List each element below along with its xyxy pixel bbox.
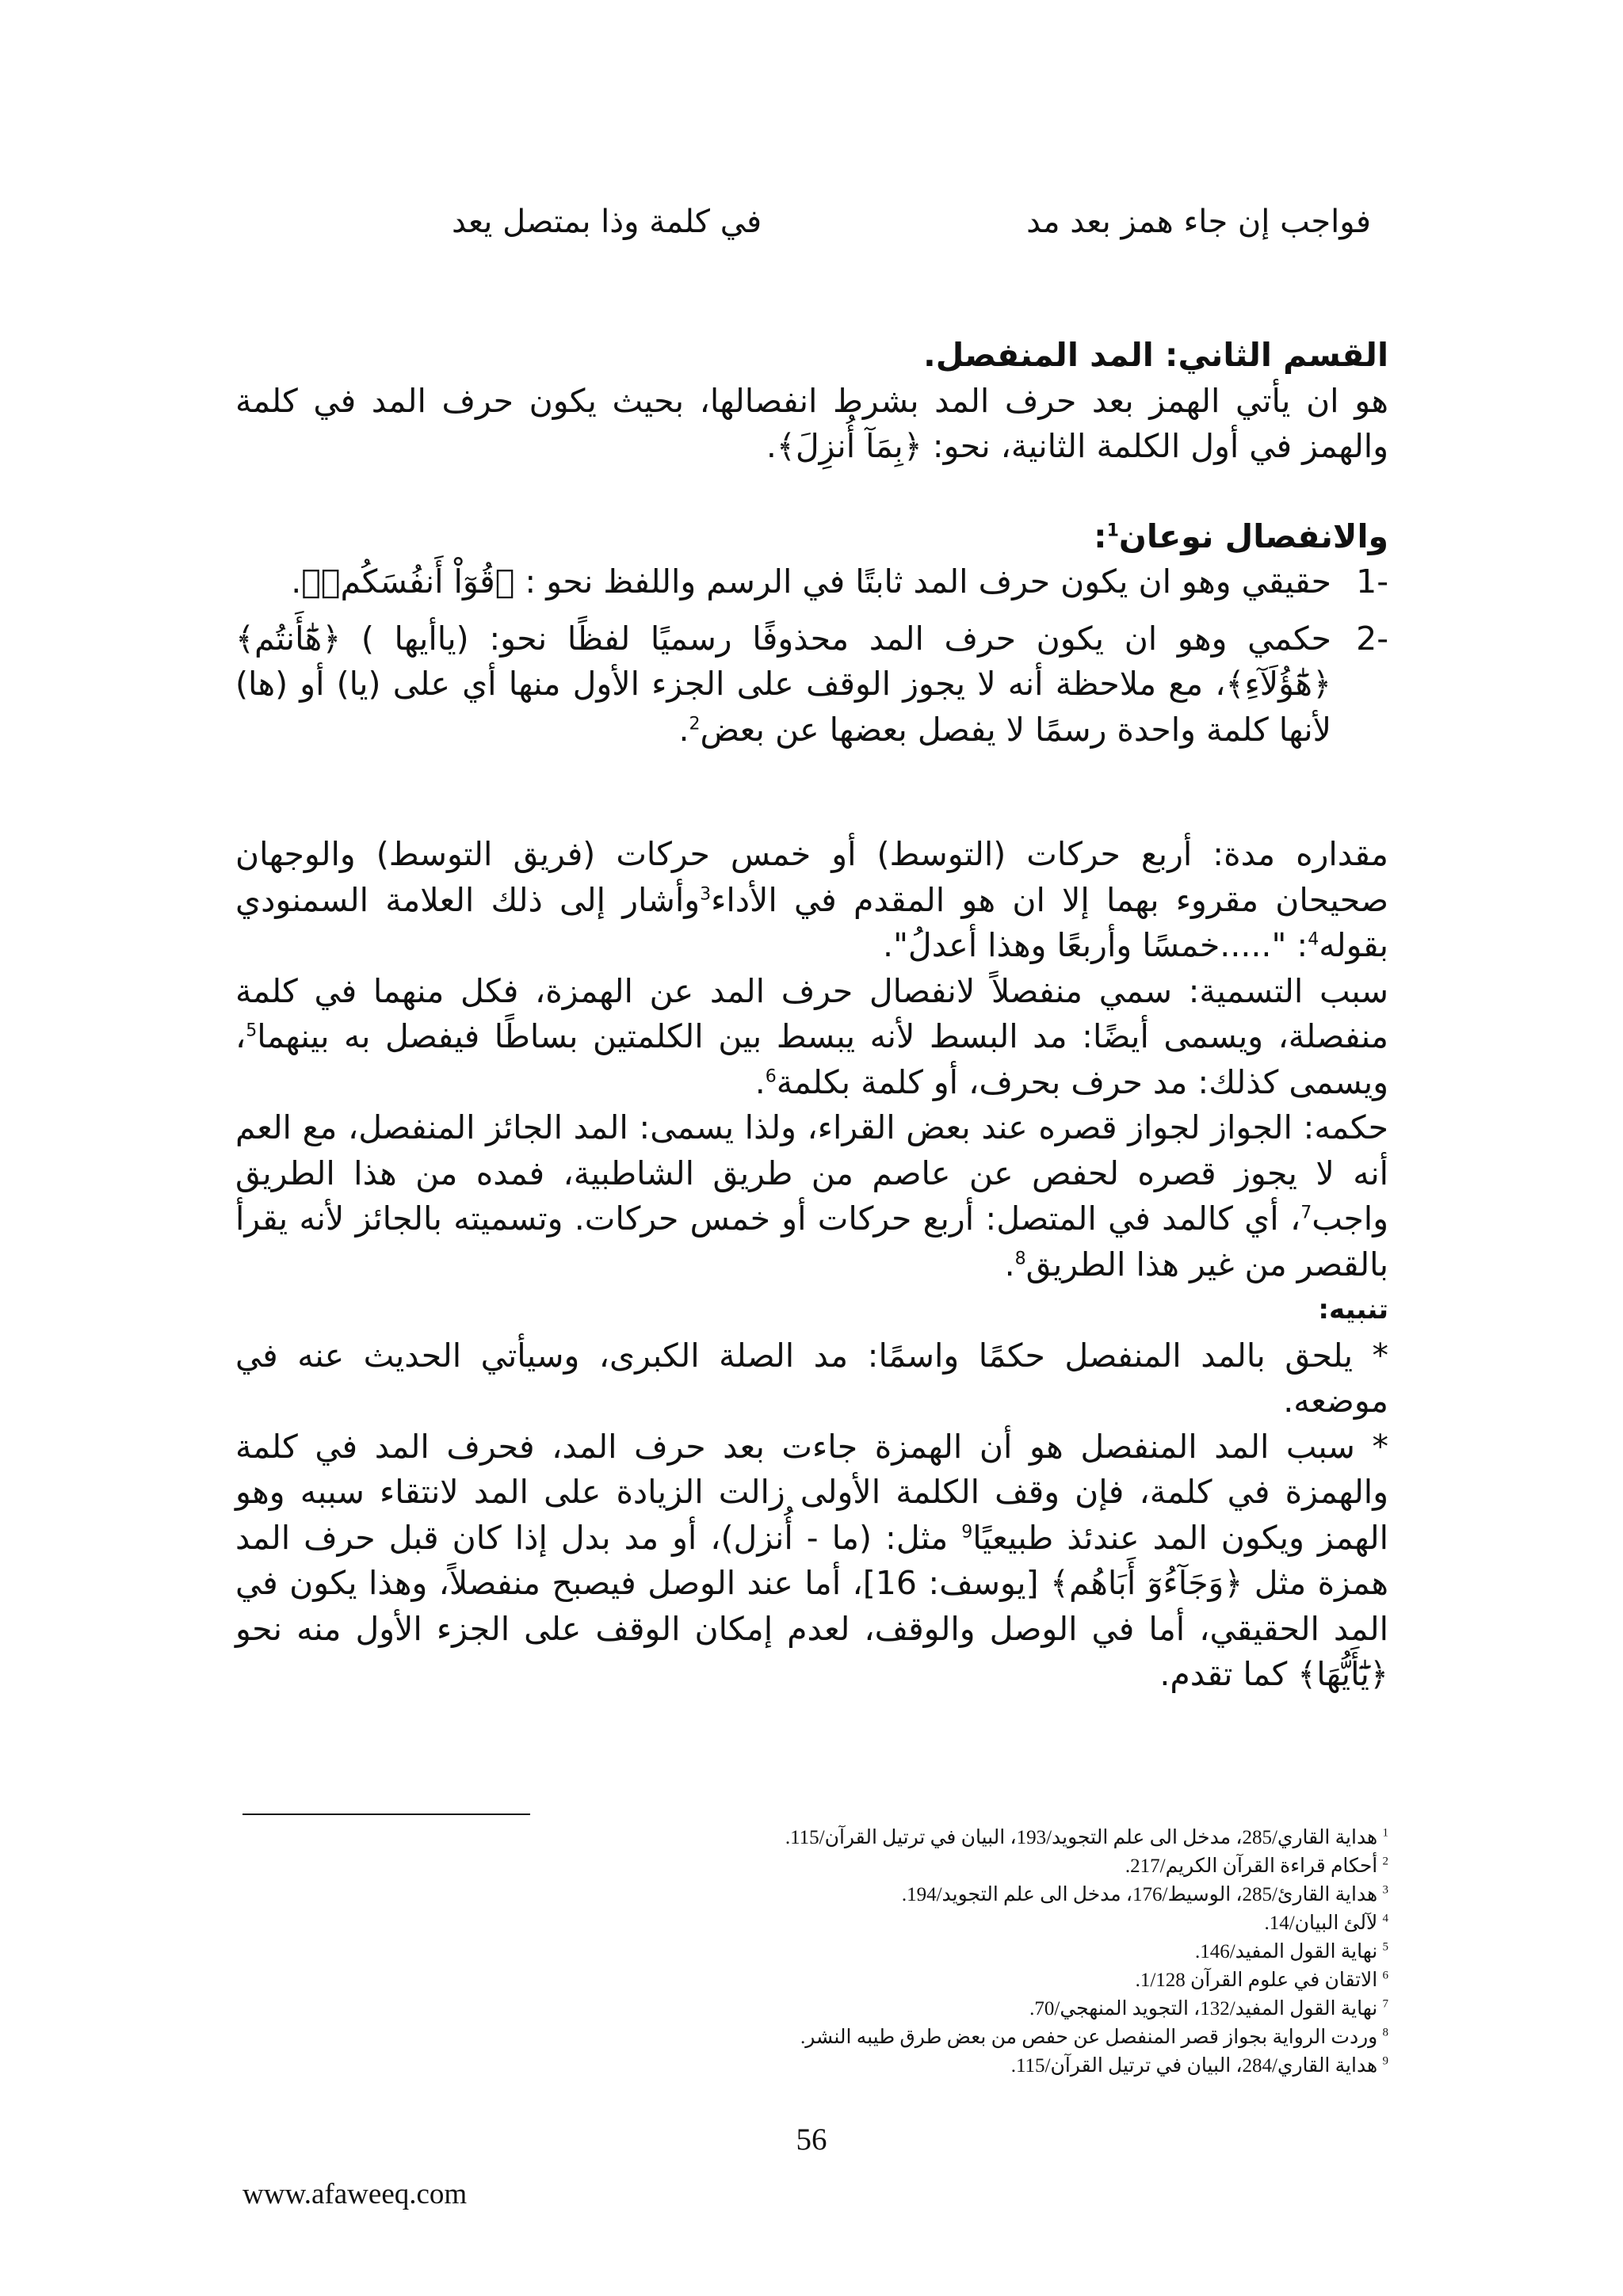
page-number: 56 [796, 2122, 827, 2157]
main-text [235, 333, 1388, 1698]
footnote-ref[interactable]: 6 [765, 1066, 777, 1086]
section-heading: القسم الثاني: المد المنفصل. [923, 336, 1388, 374]
naming-paragraph: سبب التسمية: سمي منفصلاً لانفصال حرف المد عن الهمزة، فكل منهما في كلمة منفصلة، ويسمى أيضًا: مد البسط لأنه يبسط بين الكلمتين بساطًا فيفصل به بينهما$^5$، ويسمى كذلك: مد حرف بحرف، أو كلمة بكلمة$^6$. [235, 971, 1388, 1101]
footnote-ref[interactable]: 1 [1106, 520, 1119, 540]
list-text: حقيقي وهو ان يكون حرف المد ثابتًا في الرسم واللفظ نحو : ﴿قُوٓاْ أَنفُسَكُمۡ﴾. [291, 563, 1331, 601]
types-heading: والانفصال نوعان$^1$: [1094, 517, 1388, 555]
ruling-paragraph: حكمه: الجواز لجواز قصره عند بعض القراء، ولذا يسمى: المد الجائز المنفصل، مع العم أنه لا يجوز قصره لحفص عن عاصم من طريق الشاطبية، فمده من هذا الطريق واجب$^7$، أي كالمد في المتصل: أربع حركات أو خمس حركات. وتسميته بالجائز لأنه يقرأ بالقصر من غير هذا الطريق$^8$. [235, 1108, 1388, 1283]
list-number: -1 [1356, 563, 1388, 601]
footnote-item: $^8$ وردت الرواية بجواز قصر المنفصل عن حفص من بعض طرق طيبه النشر. [800, 2026, 1388, 2048]
footnote-separator [242, 1814, 530, 1815]
footnote-item: $^4$ لآلئ البيان/14. [1264, 1912, 1388, 1934]
poem-verse [452, 200, 1371, 244]
footnote-item: $^3$ هداية القارئ/285، الوسيط/176، مدخل الى علم التجويد/194. [901, 1883, 1388, 1905]
notice-item-1: * يلحق بالمد المنفصل حكمًا واسمًا: مد الصلة الكبرى، وسيأتي الحديث عنه في موضعه. [235, 1336, 1388, 1420]
section-definition: هو ان يأتي الهمز بعد حرف المد بشرط انفصالها، بحيث يكون حرف المد في كلمة والهمز في أول الكلمة الثانية، نحو: ﴿بِمَآ أُنزِلَ﴾. [235, 381, 1388, 465]
website-url[interactable]: www.afaweeq.com [242, 2178, 468, 2210]
verse-second-hemistich: في كلمة وذا بمتصل يعد [452, 204, 762, 240]
list-item [235, 559, 1388, 605]
footnote-item: $^7$ نهاية القول المفيد/132، التجويد المنهجي/70. [1029, 1997, 1388, 2019]
list-item [235, 616, 1388, 753]
footnote-ref[interactable]: 2 [689, 713, 701, 734]
footnote-item: $^6$ الاتقان في علوم القرآن 1/128. [1135, 1969, 1388, 1991]
footnote-ref[interactable]: 8 [1014, 1248, 1026, 1268]
footnote-ref[interactable]: 5 [246, 1020, 258, 1041]
duration-paragraph: مقداره مدة: أربع حركات (التوسط) أو خمس حركات (فريق التوسط) والوجهان صحيحان مقروء بهما إلا ان هو المقدم في الأداء$^3$وأشار إلى ذلك العلامة السمنودي بقوله$^4$: ".....خمسًا وأربعًا وهذا أعدلُ". [235, 835, 1389, 964]
footnote-ref[interactable]: 3 [700, 883, 712, 904]
footnotes-list [279, 1824, 1388, 2081]
footnote-ref[interactable]: 9 [961, 1521, 973, 1542]
footnote-item: $^2$ أحكام قراءة القرآن الكريم/217. [1125, 1855, 1388, 1877]
footnote-item: $^5$ نهاية القول المفيد/146. [1194, 1940, 1388, 1962]
notice-label: تنبيه: [1318, 1294, 1388, 1325]
list-text: حكمي وهو ان يكون حرف المد محذوفًا رسميًا لفظًا نحو: (ياأيها ) ﴿هَٰٓأَنتُم﴾ ﴿هَٰٓؤُلَآءِ﴾، مع ملاحظة أنه لا يجوز الوقف على الجزء الأول منها أي على (يا) أو (ها) لأنها كلمة واحدة رسمًا لا يفصل بعضها عن بعض$^2$. [235, 619, 1331, 749]
footnote-ref[interactable]: 7 [1300, 1203, 1312, 1223]
list-number: -2 [1356, 619, 1388, 658]
footnote-item: $^9$ هداية القاري/284، البيان في ترتيل القرآن/115. [1010, 2054, 1388, 2077]
footnote-item: $^1$ هداية القاري/285، مدخل الى علم التجويد/193، البيان في ترتيل القرآن/115. [785, 1826, 1388, 1848]
verse-first-hemistich: فواجب إن جاء همز بعد مد [1026, 204, 1371, 240]
footnote-ref[interactable]: 4 [1308, 929, 1319, 950]
notice-item-2: * سبب المد المنفصل هو أن الهمزة جاءت بعد حرف المد، فحرف المد في كلمة والهمزة في كلمة، فإن وقف الكلمة الأولى زالت الزيادة على المد لانتقاء سببه وهو الهمز ويكون المد عندئذ طبيعيًا$^9$ مثل: (ما - أُنزل)، أو مد بدل إذا كان قبل حرف المد همزة مثل ﴿وَجَآءُوٓ أَبَاهُم﴾ [يوسف: 16]، أما عند الوصل فيصبح منفصلاً، وهذا يكون في المد الحقيقي، أما في الوصل والوقف، لعدم إمكان الوقف على الجزء الأول منه نحو ﴿يَٰٓأَيُّهَا﴾ كما تقدم. [235, 1427, 1389, 1693]
